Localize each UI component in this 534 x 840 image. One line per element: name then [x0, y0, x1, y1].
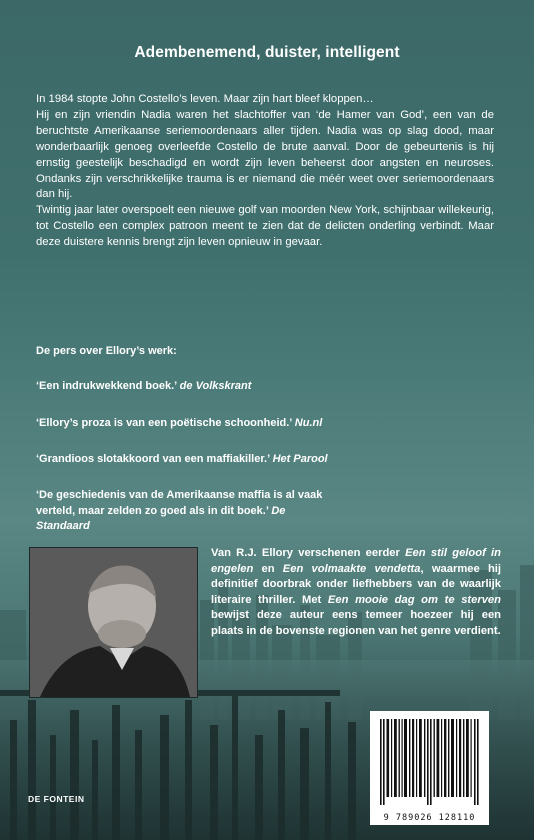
isbn-barcode [370, 711, 489, 825]
barcode-bars [370, 711, 489, 811]
press-heading: De pers over Ellory’s werk: [36, 345, 177, 357]
quote-text: ‘Een indrukwekkend boek.’ [36, 380, 177, 392]
headline: Adembenemend, duister, intelligent [134, 44, 400, 61]
blurb-paragraph: In 1984 stopte John Costello’s leven. Maar zijn hart bleef kloppen… [36, 93, 374, 105]
quote-source: de Volkskrant [179, 380, 252, 392]
blurb-paragraph: Hij en zijn vriendin Nadia waren het slachtoffer van ‘de Hamer van God’, een van de beruchtste Amerikaanse seriemoordenaars aller tijden. Nadia was op slag dood, maar wonderbaarlijk genoeg overleefde Costello de brute aanval. Door de gebeurtenis is hij ernstig geestelijk beschadigd en wordt zijn leven beheerst door angsten en neuroses. Ondanks zijn verschrikkelijke trauma is er niemand die méér weet over seriemoordenaars dan hij. [36, 108, 494, 201]
press-quote [36, 452, 496, 468]
quote-text: ‘De geschiedenis van de Amerikaanse maffia is al vaak verteld, maar zelden zo goed als in dit boek.’ [36, 489, 323, 517]
isbn-number: 9 789026 128110 [383, 813, 476, 823]
blurb-text [36, 92, 494, 251]
bio-text: en [253, 562, 283, 575]
quote-source: De Standaard [36, 504, 286, 532]
quote-text: ‘Ellory’s proza is van een poëtische schoonheid.’ [36, 417, 292, 429]
author-photo [29, 547, 198, 698]
bio-text: bewijst deze auteur eens temeer hoezeer hij een plaats in de bovenste regionen van het genre verdient. [211, 609, 501, 637]
quote-text: ‘Grandioos slotakkoord van een maffiakiller.’ [36, 453, 270, 465]
bio-text: Van R.J. Ellory verschenen eerder [211, 547, 406, 559]
press-quote [36, 488, 336, 535]
author-bio [211, 546, 501, 640]
publisher-logo-text: DE FONTEIN [28, 794, 85, 804]
press-quote [36, 379, 496, 395]
book-title: Een mooie dag om te sterven [327, 593, 501, 606]
bio-text: , waarmee hij definitief doorbrak onder liefhebbers van de waarlijk literaire thriller. Met [211, 562, 501, 606]
book-title: Een volmaakte vendetta [282, 562, 421, 575]
blurb-paragraph: Twintig jaar later overspoelt een nieuwe golf van moorden New York, schijnbaar willekeurig, tot Costello een complex patroon meent te zien dat de delicten onderling verbindt. Maar deze duistere kennis brengt zijn leven opnieuw in gevaar. [36, 204, 494, 249]
quote-source: Nu.nl [294, 417, 323, 429]
book-title: Een stil geloof in engelen [211, 547, 501, 575]
press-quote [36, 416, 496, 432]
author-portrait-image [30, 548, 197, 697]
quote-source: Het Parool [272, 453, 328, 465]
